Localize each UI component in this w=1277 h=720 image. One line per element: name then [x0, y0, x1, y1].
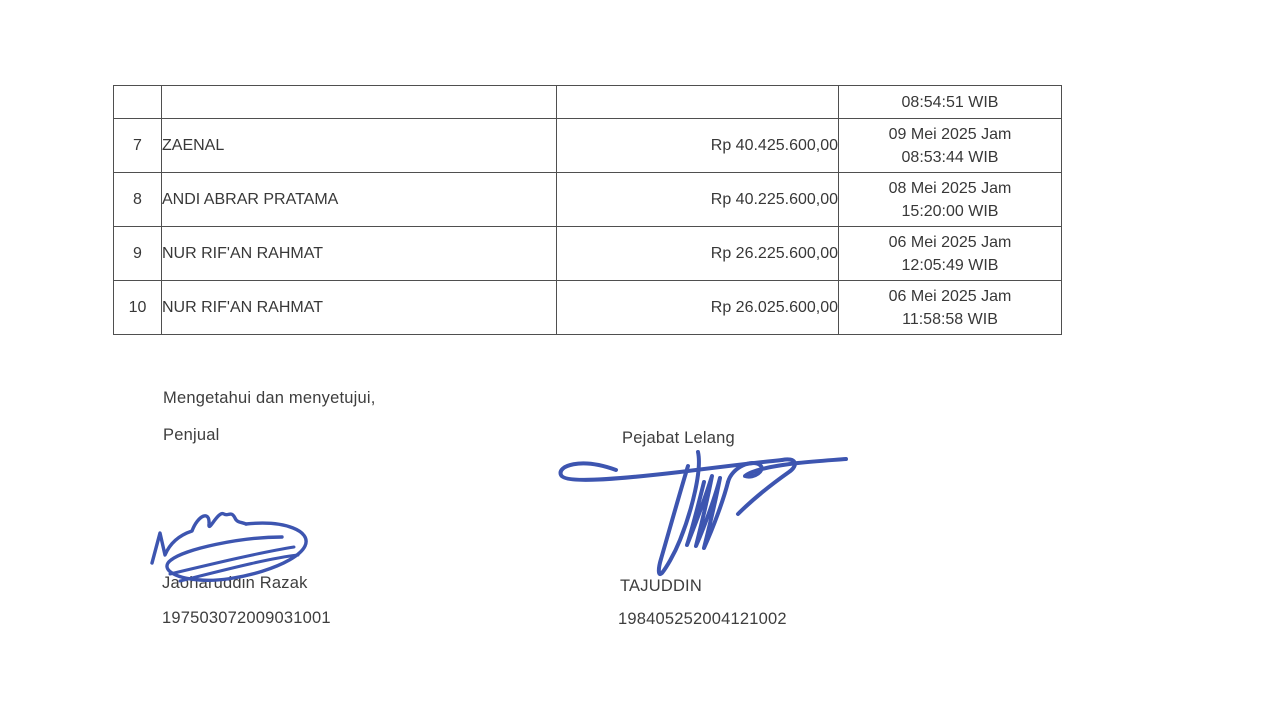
cell-no: 9	[114, 227, 162, 281]
cell-name: ZAENAL	[162, 119, 557, 173]
cell-datetime	[839, 227, 1062, 281]
cell-amount: Rp 26.025.600,00	[557, 281, 839, 335]
cell-datetime	[839, 86, 1062, 119]
bid-time: 15:20:00 WIB	[901, 202, 999, 220]
seller-role-label: Penjual	[163, 426, 220, 444]
official-name: TAJUDDIN	[620, 577, 702, 595]
cell-no: 7	[114, 119, 162, 173]
bid-date: 06 Mei 2025 Jam	[888, 233, 1012, 251]
table-row	[114, 119, 1062, 173]
cell-name: NUR RIF'AN RAHMAT	[162, 281, 557, 335]
approval-statement: Mengetahui dan menyetujui,	[163, 389, 376, 407]
official-signature-ink	[552, 430, 852, 582]
seller-name: Jaoharuddin Razak	[162, 574, 308, 592]
bid-time: 08:53:44 WIB	[901, 148, 999, 166]
table-row	[114, 227, 1062, 281]
bid-date: 09 Mei 2025 Jam	[888, 125, 1012, 143]
cell-name	[162, 86, 557, 119]
cell-no: 10	[114, 281, 162, 335]
table-row	[114, 173, 1062, 227]
cell-no: 8	[114, 173, 162, 227]
cell-name: ANDI ABRAR PRATAMA	[162, 173, 557, 227]
cell-name: NUR RIF'AN RAHMAT	[162, 227, 557, 281]
bid-history-table	[113, 85, 1062, 335]
cell-datetime	[839, 281, 1062, 335]
cell-datetime	[839, 119, 1062, 173]
official-role-label: Pejabat Lelang	[622, 429, 735, 447]
cell-amount	[557, 86, 839, 119]
cell-datetime	[839, 173, 1062, 227]
official-nip: 198405252004121002	[618, 610, 787, 628]
table-row	[114, 281, 1062, 335]
cell-amount: Rp 40.225.600,00	[557, 173, 839, 227]
cell-no	[114, 86, 162, 119]
bid-time: 11:58:58 WIB	[902, 310, 998, 328]
table-row-continued	[114, 86, 1062, 119]
bid-time: 12:05:49 WIB	[901, 256, 999, 274]
seller-nip: 197503072009031001	[162, 609, 331, 627]
cell-amount: Rp 40.425.600,00	[557, 119, 839, 173]
bid-time: 08:54:51 WIB	[901, 93, 999, 111]
cell-amount: Rp 26.225.600,00	[557, 227, 839, 281]
bid-date: 06 Mei 2025 Jam	[888, 287, 1012, 305]
bid-date: 08 Mei 2025 Jam	[888, 179, 1012, 197]
